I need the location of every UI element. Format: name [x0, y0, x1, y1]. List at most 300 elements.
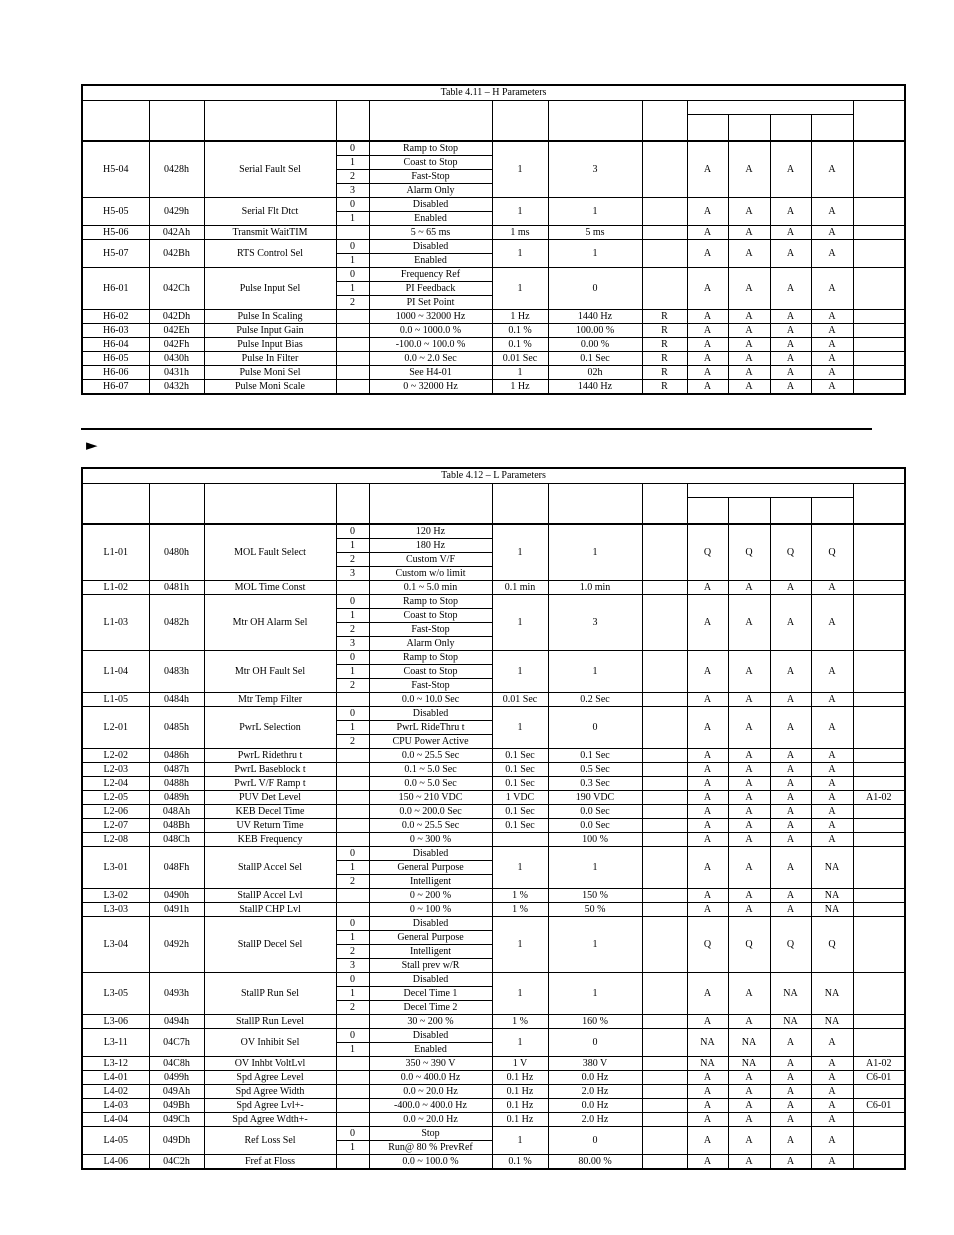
param-number: L2-07: [83, 819, 149, 833]
option-value: -400.0 ~ 400.0 Hz: [369, 1099, 492, 1113]
control-mode-access: A: [811, 1113, 853, 1127]
option-code: [336, 1015, 369, 1029]
default-value: 1: [548, 651, 642, 693]
option-value: Custom V/F: [369, 553, 492, 567]
table-row: [83, 525, 904, 539]
increment: 0.1 %: [492, 338, 548, 352]
section-arrow-icon: ►: [86, 436, 98, 454]
default-value: 0.00 %: [548, 338, 642, 352]
option-code: 1: [336, 861, 369, 875]
option-value: Custom w/o limit: [369, 567, 492, 581]
table-row: [83, 889, 904, 903]
control-mode-access: A: [687, 1127, 728, 1155]
control-mode-access: A: [728, 380, 770, 394]
option-value: 0 ~ 100 %: [369, 903, 492, 917]
control-mode-access: A: [728, 581, 770, 595]
param-address: 04C8h: [149, 1057, 204, 1071]
control-mode-access: A: [728, 324, 770, 338]
run-flag: [642, 226, 687, 240]
option-code: [336, 226, 369, 240]
param-address: 0483h: [149, 651, 204, 693]
option-value: 0.0 ~ 1000.0 %: [369, 324, 492, 338]
control-mode-access: A: [687, 889, 728, 903]
param-address: 042Ah: [149, 226, 204, 240]
table-row: [83, 819, 904, 833]
default-value: 1: [548, 973, 642, 1015]
control-mode-access: A: [728, 142, 770, 198]
param-name: Spd Agree Lvl+-: [204, 1099, 336, 1113]
option-value: Enabled: [369, 254, 492, 268]
param-name: RTS Control Sel: [204, 240, 336, 268]
option-code: 1: [336, 987, 369, 1001]
run-flag: [642, 240, 687, 268]
param-number: L3-03: [83, 903, 149, 917]
option-code: 2: [336, 623, 369, 637]
option-code: [336, 324, 369, 338]
control-mode-access: A: [770, 1071, 811, 1085]
option-code: 0: [336, 240, 369, 254]
run-flag: [642, 791, 687, 805]
param-address: 049Bh: [149, 1099, 204, 1113]
control-mode-access: A: [811, 819, 853, 833]
param-address: 049Ch: [149, 1113, 204, 1127]
option-code: [336, 1085, 369, 1099]
increment: 1: [492, 1127, 548, 1155]
param-name: OV Inhbt VoltLvl: [204, 1057, 336, 1071]
control-mode-access: A: [687, 1155, 728, 1169]
param-address: 0480h: [149, 525, 204, 581]
reference: [853, 366, 904, 380]
run-flag: [642, 1127, 687, 1155]
increment: 1: [492, 973, 548, 1015]
option-value: Fast-Stop: [369, 623, 492, 637]
param-address: 0428h: [149, 142, 204, 198]
param-number: L2-05: [83, 791, 149, 805]
param-number: L2-06: [83, 805, 149, 819]
option-value: 1000 ~ 32000 Hz: [369, 310, 492, 324]
option-code: 1: [336, 1043, 369, 1057]
control-mode-access: A: [728, 763, 770, 777]
control-mode-access: A: [687, 380, 728, 394]
param-address: 048Ah: [149, 805, 204, 819]
reference: [853, 198, 904, 226]
control-mode-access: A: [770, 595, 811, 651]
control-mode-access: A: [811, 1071, 853, 1085]
control-mode-access: A: [687, 651, 728, 693]
param-number: H6-03: [83, 324, 149, 338]
control-mode-access: A: [811, 1085, 853, 1099]
control-mode-access: A: [687, 595, 728, 651]
default-value: 100.00 %: [548, 324, 642, 338]
option-value: Coast to Stop: [369, 665, 492, 679]
option-value: Disabled: [369, 1029, 492, 1043]
table-row: [83, 973, 904, 987]
increment: 1: [492, 525, 548, 581]
run-flag: [642, 707, 687, 749]
option-code: 0: [336, 198, 369, 212]
control-mode-access: A: [811, 833, 853, 847]
control-mode-access: NA: [811, 847, 853, 889]
reference: [853, 142, 904, 198]
default-value: 0.1 Sec: [548, 749, 642, 763]
increment: 0.1 %: [492, 324, 548, 338]
default-value: 1: [548, 525, 642, 581]
control-mode-access: A: [770, 833, 811, 847]
control-mode-access: A: [687, 310, 728, 324]
table-row: [83, 226, 904, 240]
increment: 0.1 Sec: [492, 805, 548, 819]
table-row: [83, 763, 904, 777]
section-rule: [81, 428, 872, 430]
control-mode-access: A: [687, 763, 728, 777]
option-value: 0.1 ~ 5.0 min: [369, 581, 492, 595]
default-value: 0.0 Hz: [548, 1071, 642, 1085]
increment: 1: [492, 707, 548, 749]
control-mode-access: A: [770, 338, 811, 352]
table-header: [83, 101, 904, 142]
default-value: 1: [548, 198, 642, 226]
increment: 1 VDC: [492, 791, 548, 805]
increment: 1 %: [492, 903, 548, 917]
run-flag: [642, 268, 687, 310]
param-name: StallP Run Sel: [204, 973, 336, 1015]
reference: [853, 352, 904, 366]
param-number: L4-03: [83, 1099, 149, 1113]
increment: 0.1 Hz: [492, 1071, 548, 1085]
table-row: [83, 903, 904, 917]
param-name: StallP Accel Lvl: [204, 889, 336, 903]
control-mode-access: A: [811, 1057, 853, 1071]
table-row: [83, 1127, 904, 1141]
increment: 1 Hz: [492, 380, 548, 394]
control-mode-access: A: [728, 310, 770, 324]
control-mode-access: A: [770, 1155, 811, 1169]
control-mode-access: A: [728, 805, 770, 819]
param-address: 04C2h: [149, 1155, 204, 1169]
param-number: H6-06: [83, 366, 149, 380]
control-mode-access: A: [728, 791, 770, 805]
option-value: Disabled: [369, 847, 492, 861]
option-code: 2: [336, 679, 369, 693]
param-number: L2-02: [83, 749, 149, 763]
control-mode-access: A: [770, 693, 811, 707]
control-mode-access: A: [687, 142, 728, 198]
reference: [853, 338, 904, 352]
option-value: Disabled: [369, 973, 492, 987]
run-flag: [642, 777, 687, 791]
control-mode-access: A: [811, 1127, 853, 1155]
control-mode-access: A: [811, 198, 853, 226]
param-number: L3-01: [83, 847, 149, 889]
control-mode-access: A: [687, 819, 728, 833]
option-code: [336, 338, 369, 352]
increment: 1: [492, 917, 548, 973]
control-mode-access: A: [687, 240, 728, 268]
run-flag: [642, 1113, 687, 1127]
option-value: PI Feedback: [369, 282, 492, 296]
control-mode-access: A: [770, 268, 811, 310]
param-number: H5-07: [83, 240, 149, 268]
control-mode-access: NA: [811, 973, 853, 1015]
option-value: 0 ~ 32000 Hz: [369, 380, 492, 394]
default-value: 1440 Hz: [548, 380, 642, 394]
option-code: [336, 352, 369, 366]
control-mode-access: A: [770, 1057, 811, 1071]
control-mode-access: A: [770, 198, 811, 226]
param-address: 0499h: [149, 1071, 204, 1085]
run-flag: [642, 847, 687, 889]
control-mode-access: A: [811, 1029, 853, 1057]
control-mode-access: A: [770, 1113, 811, 1127]
control-mode-access: A: [811, 707, 853, 749]
increment: 1 V: [492, 1057, 548, 1071]
control-mode-access: A: [770, 310, 811, 324]
default-value: 1440 Hz: [548, 310, 642, 324]
param-address: 0487h: [149, 763, 204, 777]
control-mode-access: A: [728, 1127, 770, 1155]
table-row: [83, 1057, 904, 1071]
increment: 0.1 Sec: [492, 819, 548, 833]
option-value: Fast-Stop: [369, 679, 492, 693]
option-value: CPU Power Active: [369, 735, 492, 749]
option-code: 2: [336, 875, 369, 889]
run-flag: R: [642, 324, 687, 338]
control-mode-access: A: [728, 1155, 770, 1169]
param-name: KEB Decel Time: [204, 805, 336, 819]
run-flag: [642, 763, 687, 777]
reference: [853, 749, 904, 763]
control-mode-access: A: [770, 366, 811, 380]
control-mode-access: A: [811, 693, 853, 707]
default-value: 150 %: [548, 889, 642, 903]
control-mode-access: A: [811, 805, 853, 819]
control-mode-access: A: [687, 581, 728, 595]
param-name: Mtr OH Fault Sel: [204, 651, 336, 693]
table-header: [83, 484, 904, 525]
default-value: 380 V: [548, 1057, 642, 1071]
param-address: 042Eh: [149, 324, 204, 338]
option-value: 0.0 ~ 5.0 Sec: [369, 777, 492, 791]
increment: 1: [492, 366, 548, 380]
option-value: Disabled: [369, 198, 492, 212]
control-mode-access: Q: [687, 525, 728, 581]
control-mode-access: NA: [811, 1015, 853, 1029]
default-value: 1.0 min: [548, 581, 642, 595]
control-mode-access: A: [811, 763, 853, 777]
control-mode-access: A: [687, 366, 728, 380]
param-name: Mtr Temp Filter: [204, 693, 336, 707]
option-code: 1: [336, 609, 369, 623]
param-number: L2-01: [83, 707, 149, 749]
control-mode-access: A: [770, 240, 811, 268]
param-number: L1-04: [83, 651, 149, 693]
param-address: 048Fh: [149, 847, 204, 889]
option-code: [336, 380, 369, 394]
control-mode-access: A: [811, 142, 853, 198]
option-value: Decel Time 1: [369, 987, 492, 1001]
control-mode-access: A: [811, 791, 853, 805]
option-code: 0: [336, 595, 369, 609]
option-value: 0.0 ~ 25.5 Sec: [369, 819, 492, 833]
run-flag: [642, 651, 687, 693]
param-name: KEB Frequency: [204, 833, 336, 847]
param-address: 0430h: [149, 352, 204, 366]
increment: 1: [492, 847, 548, 889]
param-number: L4-05: [83, 1127, 149, 1155]
param-address: 0489h: [149, 791, 204, 805]
run-flag: [642, 749, 687, 763]
option-value: Enabled: [369, 1043, 492, 1057]
param-name: Fref at Floss: [204, 1155, 336, 1169]
option-value: 0.0 ~ 400.0 Hz: [369, 1071, 492, 1085]
table-row: [83, 847, 904, 861]
option-value: Disabled: [369, 917, 492, 931]
control-mode-access: NA: [811, 889, 853, 903]
control-mode-access: A: [770, 819, 811, 833]
table-caption: Table 4.12 – L Parameters: [83, 469, 904, 484]
default-value: 2.0 Hz: [548, 1085, 642, 1099]
option-code: 1: [336, 282, 369, 296]
option-code: [336, 833, 369, 847]
control-mode-access: A: [811, 749, 853, 763]
control-mode-access: A: [728, 240, 770, 268]
param-name: Pulse In Scaling: [204, 310, 336, 324]
run-flag: [642, 595, 687, 651]
reference: [853, 847, 904, 889]
control-mode-access: Q: [770, 917, 811, 973]
reference: [853, 380, 904, 394]
increment: 0.1 Hz: [492, 1113, 548, 1127]
control-mode-access: A: [770, 1029, 811, 1057]
increment: 0.01 Sec: [492, 693, 548, 707]
option-value: General Purpose: [369, 931, 492, 945]
param-name: Serial Fault Sel: [204, 142, 336, 198]
param-address: 042Bh: [149, 240, 204, 268]
param-number: H6-02: [83, 310, 149, 324]
option-code: 0: [336, 1127, 369, 1141]
param-number: H6-05: [83, 352, 149, 366]
control-mode-access: A: [687, 198, 728, 226]
run-flag: [642, 805, 687, 819]
run-flag: [642, 833, 687, 847]
option-code: [336, 310, 369, 324]
control-mode-access: A: [811, 1155, 853, 1169]
table-row: [83, 651, 904, 665]
reference: [853, 917, 904, 973]
run-flag: R: [642, 310, 687, 324]
control-mode-access: A: [728, 749, 770, 763]
run-flag: [642, 1071, 687, 1085]
param-name: Pulse Input Bias: [204, 338, 336, 352]
control-mode-access: A: [728, 1015, 770, 1029]
param-name: PwrL Ridethru t: [204, 749, 336, 763]
option-value: 0 ~ 300 %: [369, 833, 492, 847]
control-mode-access: Q: [770, 525, 811, 581]
control-mode-access: A: [728, 268, 770, 310]
param-name: PwrL Baseblock t: [204, 763, 336, 777]
option-code: [336, 1071, 369, 1085]
control-mode-access: A: [770, 380, 811, 394]
reference: [853, 268, 904, 310]
increment: 1: [492, 268, 548, 310]
control-mode-access: A: [770, 581, 811, 595]
option-value: 0.1 ~ 5.0 Sec: [369, 763, 492, 777]
param-address: 042Ch: [149, 268, 204, 310]
default-value: 0.3 Sec: [548, 777, 642, 791]
default-value: 0: [548, 707, 642, 749]
param-number: L3-11: [83, 1029, 149, 1057]
option-value: Coast to Stop: [369, 156, 492, 170]
control-mode-access: A: [811, 338, 853, 352]
option-value: Enabled: [369, 212, 492, 226]
param-number: H6-07: [83, 380, 149, 394]
param-name: Mtr OH Alarm Sel: [204, 595, 336, 651]
option-code: 1: [336, 721, 369, 735]
control-mode-access: A: [728, 819, 770, 833]
table-row: [83, 595, 904, 609]
param-address: 04C7h: [149, 1029, 204, 1057]
increment: [492, 833, 548, 847]
table-row: [83, 268, 904, 282]
increment: 1 ms: [492, 226, 548, 240]
option-value: 0.0 ~ 20.0 Hz: [369, 1085, 492, 1099]
default-value: 0: [548, 268, 642, 310]
option-code: 1: [336, 665, 369, 679]
param-name: Serial Flt Dtct: [204, 198, 336, 226]
run-flag: [642, 1057, 687, 1071]
control-mode-access: A: [728, 1099, 770, 1113]
option-value: Decel Time 2: [369, 1001, 492, 1015]
param-address: 0481h: [149, 581, 204, 595]
param-number: L1-01: [83, 525, 149, 581]
default-value: 0: [548, 1029, 642, 1057]
control-mode-access: A: [728, 595, 770, 651]
control-mode-access: A: [687, 707, 728, 749]
control-mode-access: A: [728, 693, 770, 707]
param-name: StallP CHP Lvl: [204, 903, 336, 917]
default-value: 0.1 Sec: [548, 352, 642, 366]
control-mode-access: A: [728, 226, 770, 240]
control-mode-access: A: [770, 763, 811, 777]
default-value: 0: [548, 1127, 642, 1155]
default-value: 5 ms: [548, 226, 642, 240]
option-code: [336, 693, 369, 707]
option-value: Alarm Only: [369, 184, 492, 198]
param-number: L4-01: [83, 1071, 149, 1085]
table-row: [83, 352, 904, 366]
option-code: 0: [336, 651, 369, 665]
option-code: [336, 1113, 369, 1127]
param-number: L3-06: [83, 1015, 149, 1029]
option-value: PI Set Point: [369, 296, 492, 310]
control-mode-access: NA: [687, 1029, 728, 1057]
table-body: [83, 525, 904, 1168]
param-number: L3-02: [83, 889, 149, 903]
option-code: 3: [336, 959, 369, 973]
param-name: PUV Det Level: [204, 791, 336, 805]
param-name: MOL Time Const: [204, 581, 336, 595]
table-body: [83, 142, 904, 393]
run-flag: [642, 1015, 687, 1029]
option-code: 2: [336, 735, 369, 749]
table-caption: Table 4.11 – H Parameters: [83, 86, 904, 101]
param-number: L1-02: [83, 581, 149, 595]
param-number: H5-05: [83, 198, 149, 226]
control-mode-access: A: [770, 651, 811, 693]
option-code: 0: [336, 707, 369, 721]
table-row: [83, 366, 904, 380]
table-row: [83, 777, 904, 791]
